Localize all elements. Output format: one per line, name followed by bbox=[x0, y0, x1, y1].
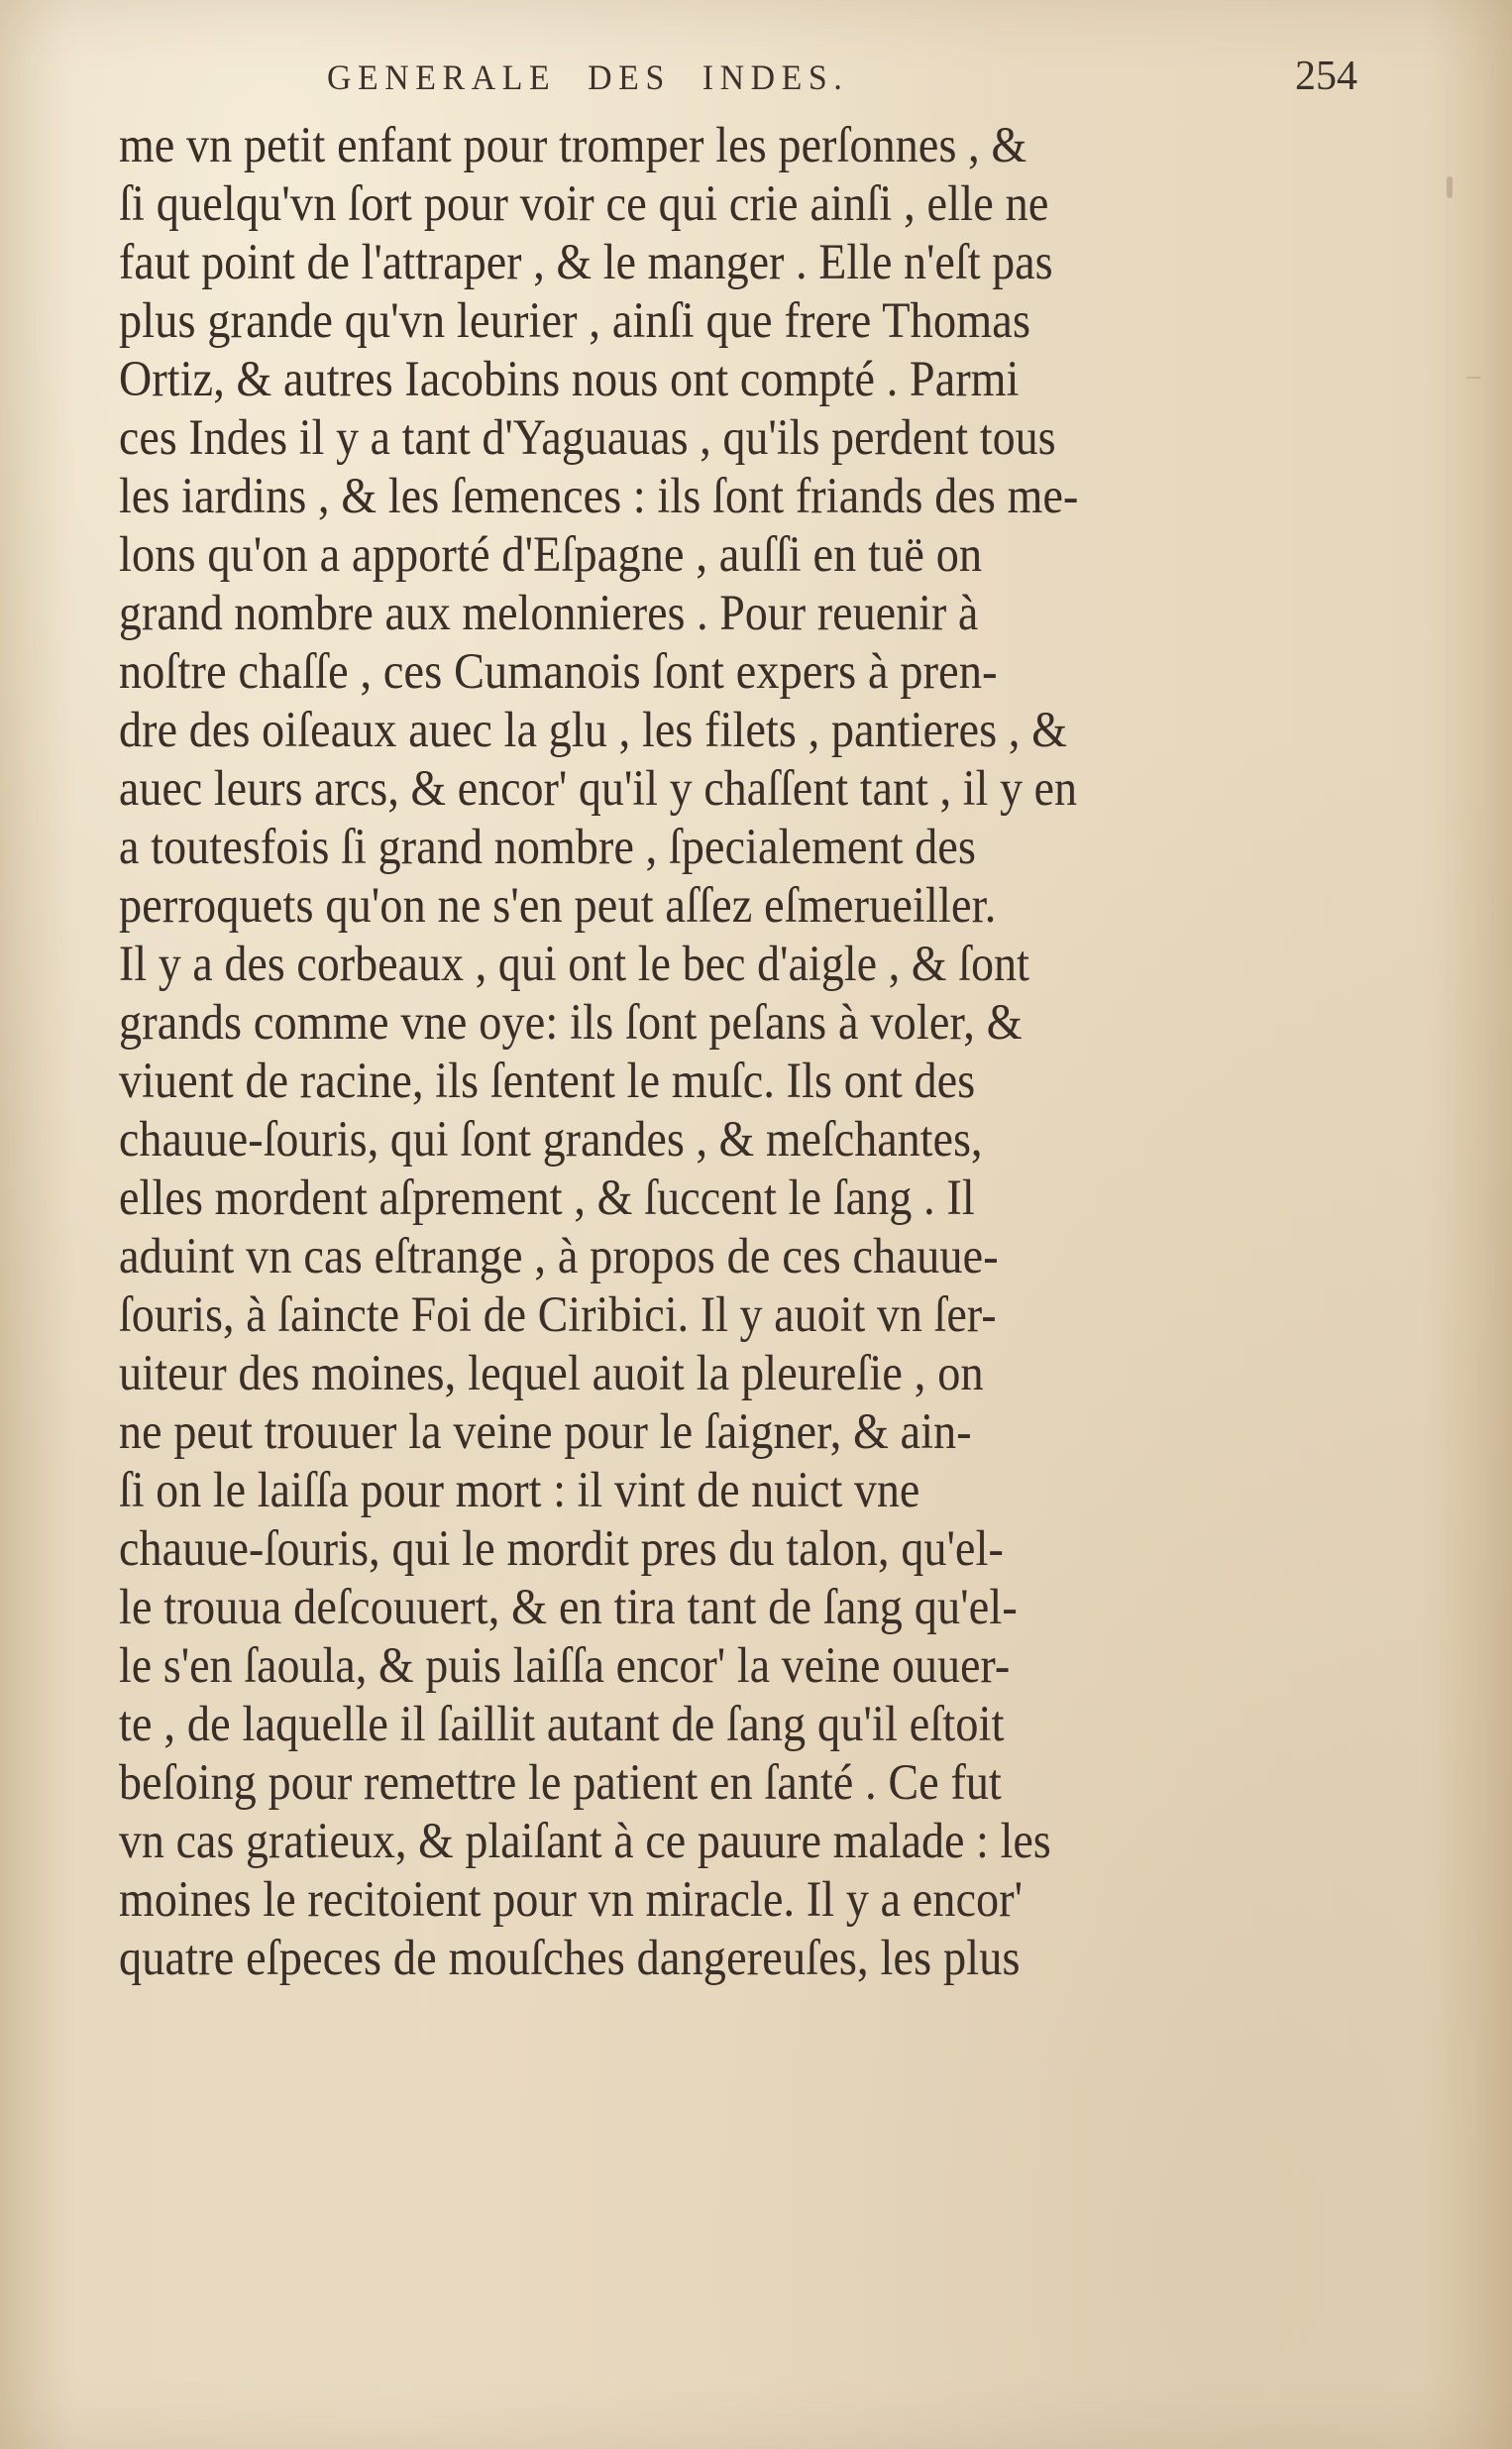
text-line: auec leurs arcs, & encor' qu'il y chaſſent tant , il y en bbox=[119, 761, 1078, 817]
text-line: plus grande qu'vn leurier , ainſi que frere Thomas bbox=[119, 293, 1031, 349]
text-line: noſtre chaſſe , ces Cumanois ſont expers à pren- bbox=[119, 644, 998, 700]
text-line: uiteur des moines, lequel auoit la pleureſie , on bbox=[119, 1346, 984, 1401]
text-line: dre des oiſeaux auec la glu , les filets , pantieres , & bbox=[119, 703, 1068, 758]
text-line: vn cas gratieux, & plaiſant à ce pauure malade : les bbox=[119, 1814, 1051, 1869]
text-line: grand nombre aux melonnieres . Pour reuenir à bbox=[119, 586, 979, 641]
text-line: beſoing pour remettre le patient en ſanté . Ce fut bbox=[119, 1755, 1002, 1811]
text-line: me vn petit enfant pour tromper les perſonnes , & bbox=[119, 118, 1027, 173]
text-line: quatre eſpeces de mouſches dangereuſes, les plus bbox=[119, 1931, 1021, 1986]
page-stain bbox=[1447, 176, 1453, 198]
text-line: perroquets qu'on ne s'en peut aſſez eſmerueiller. bbox=[119, 878, 997, 934]
text-line: ſouris, à ſaincte Foi de Ciribici. Il y auoit vn ſer- bbox=[119, 1287, 997, 1343]
text-line: Ortiz, & autres Iacobins nous ont compté . Parmi bbox=[119, 352, 1020, 407]
text-line: te , de laquelle il ſaillit autant de ſang qu'il eſtoit bbox=[119, 1697, 1005, 1752]
running-head-title: GENERALE DES INDES. bbox=[327, 57, 849, 97]
text-line: le trouua deſcouuert, & en tira tant de ſang qu'el- bbox=[119, 1580, 1018, 1635]
text-line: elles mordent aſprement , & ſuccent le ſang . Il bbox=[119, 1170, 975, 1226]
page-number: 254 bbox=[1295, 54, 1357, 99]
running-head bbox=[327, 56, 1357, 106]
text-line: chauue-ſouris, qui le mordit pres du talon, qu'el- bbox=[119, 1521, 1004, 1577]
body-text bbox=[119, 117, 1318, 2169]
page-mark bbox=[1466, 377, 1480, 379]
text-line: viuent de racine, ils ſentent le muſc. Ils ont des bbox=[119, 1054, 976, 1109]
text-line: grands comme vne oye: ils ſont peſans à voler, & bbox=[119, 995, 1023, 1051]
text-line: a toutesfois ſi grand nombre , ſpecialement des bbox=[119, 820, 977, 875]
text-line: faut point de l'attraper , & le manger . Elle n'eſt pas bbox=[119, 235, 1053, 290]
text-line: ne peut trouuer la veine pour le ſaigner, & ain- bbox=[119, 1404, 972, 1460]
text-line: chauue-ſouris, qui ſont grandes , & meſchantes, bbox=[119, 1112, 983, 1168]
text-line: lons qu'on a apporté d'Eſpagne , auſſi en tuë on bbox=[119, 527, 983, 583]
text-line: ſi quelqu'vn ſort pour voir ce qui crie ainſi , elle ne bbox=[119, 176, 1049, 232]
text-line: ſi on le laiſſa pour mort : il vint de nuict vne bbox=[119, 1463, 920, 1518]
text-line: ces Indes il y a tant d'Yaguauas , qu'ils perdent tous bbox=[119, 410, 1056, 466]
text-line: le s'en ſaoula, & puis laiſſa encor' la veine ouuer- bbox=[119, 1638, 1011, 1694]
text-line: les iardins , & les ſemences : ils ſont friands des me- bbox=[119, 469, 1079, 524]
text-line: moines le recitoient pour vn miracle. Il y a encor' bbox=[119, 1872, 1024, 1928]
text-line: aduint vn cas eſtrange , à propos de ces chauue- bbox=[119, 1229, 999, 1284]
text-line: Il y a des corbeaux , qui ont le bec d'aigle , & ſont bbox=[119, 937, 1029, 992]
